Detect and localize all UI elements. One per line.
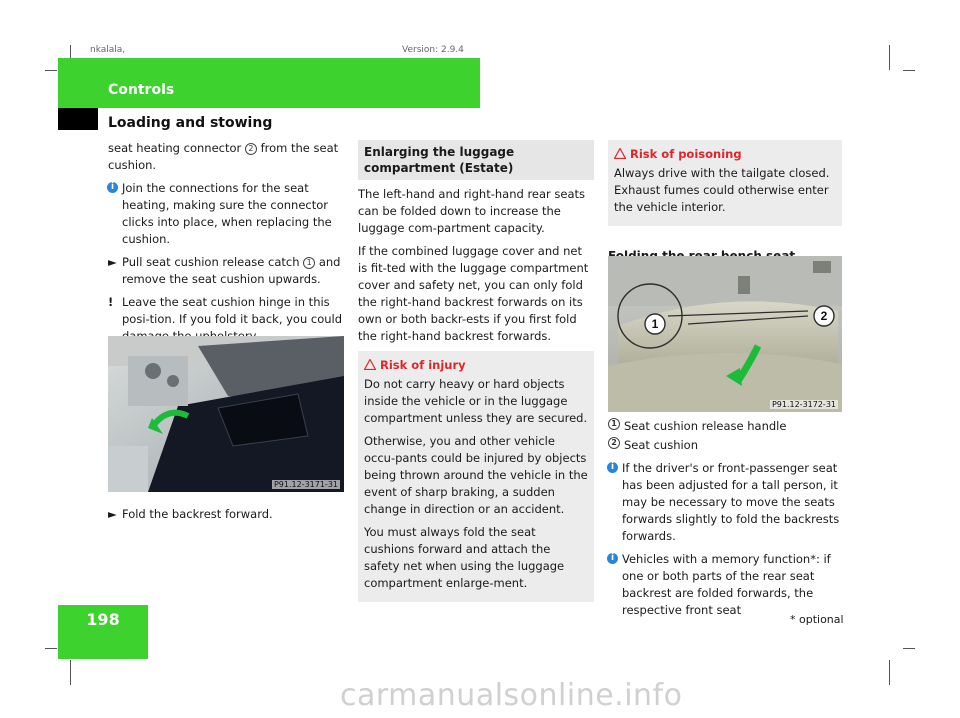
crop-mark <box>903 70 915 71</box>
column-1 <box>108 140 344 351</box>
warning-title: Risk of injury <box>364 357 588 374</box>
crop-mark <box>70 660 71 685</box>
watermark: carmanualsonline.info <box>340 678 683 713</box>
warning-text: Always drive with the tailgate closed. Exhaust fumes could otherwise enter the vehicle interior. <box>614 166 830 214</box>
warning-text: You must always fold the seat cushions forward and attach the safety net when using the luggage compartment enlarge-ment. <box>364 525 565 590</box>
paragraph: If the combined luggage cover and net is fit-ted with the luggage compartment cover and safety net, you can only fold the right-hand backrest forwards on its own or both backr-ests if you first fold the right-hand backrest forwards. <box>358 244 589 343</box>
chapter-tab <box>58 108 98 130</box>
crop-mark <box>45 70 57 71</box>
figure-code: P91.12-3171-31 <box>273 480 338 489</box>
paragraph: seat heating connector 2 from the seat cushion. <box>108 141 339 172</box>
info-note: i Join the connections for the seat heating, making sure the connector clicks into place, when replacing the cushion. <box>108 180 344 248</box>
warning-text: Otherwise, you and other vehicle occu-pants could be injured by objects being thrown around the vehicle in the event of sharp braking, a sudden change in direction or an accident. <box>364 434 588 516</box>
print-meta-version: Version: 2.9.4 <box>402 45 464 55</box>
crop-mark <box>45 648 57 649</box>
info-icon: i <box>107 182 118 193</box>
paragraph: The left-hand and right-hand rear seats can be folded down to increase the luggage com-partment capacity. <box>358 187 586 235</box>
print-meta-author: nkalala, <box>90 45 126 55</box>
callout-number: 1 <box>608 418 620 430</box>
crop-mark <box>889 660 890 685</box>
rear-seat-illustration <box>608 256 842 412</box>
info-note: i If the driver's or front-passenger seat has been adjusted for a tall person, it may be necessary to move the seats forwards slightly to fold the backrests forwards. <box>608 460 842 545</box>
figure-seat-cushion-removed <box>108 336 344 492</box>
caution-note: ! Leave the seat cushion hinge in this posi-tion. If you fold it back, you could <box>108 295 343 326</box>
crop-mark <box>889 45 890 70</box>
exclamation-icon: ! <box>108 295 114 309</box>
legend-item: 1 Seat cushion release handle <box>608 418 842 435</box>
step-arrow-icon: ► <box>108 255 117 269</box>
section-heading: Enlarging the luggage compartment (Estate) <box>358 140 594 180</box>
callout-2-label: 2 <box>820 309 828 323</box>
footnote-optional: * optional <box>790 613 844 626</box>
page-number: 198 <box>86 610 120 629</box>
seat-illustration <box>108 336 344 492</box>
figure-rear-bench-seat <box>608 256 842 412</box>
warning-triangle-icon <box>364 359 376 370</box>
section-title: Controls <box>108 82 175 98</box>
column-1-bottom <box>108 506 344 529</box>
column-2 <box>358 140 594 602</box>
legend-item: 2 Seat cushion <box>608 437 842 454</box>
warning-box <box>358 351 594 602</box>
warning-text: Do not carry heavy or hard objects inside the vehicle or in the luggage compartment unless they are secured. <box>364 377 588 425</box>
info-note: i Vehicles with a memory function*: if one or both parts of the rear seat backrest are folded forwards, the respective front seat <box>608 551 842 619</box>
callout-number: 2 <box>245 143 257 155</box>
info-icon: i <box>607 553 618 564</box>
warning-title: Risk of poisoning <box>614 146 836 163</box>
crop-mark <box>903 648 915 649</box>
callout-1-label: 1 <box>651 317 659 331</box>
column-3-bottom <box>608 418 842 625</box>
callout-number: 2 <box>608 437 620 449</box>
figure-code: P91.12-3172-31 <box>771 400 836 409</box>
instruction-step: ► Pull seat cushion release catch 1 and remove the seat cushion upwards. <box>108 255 341 286</box>
callout-number: 1 <box>303 257 315 269</box>
step-arrow-icon: ► <box>108 507 117 521</box>
warning-triangle-icon <box>614 148 626 159</box>
instruction-step: ► Fold the backrest forward. <box>108 507 273 521</box>
chapter-title: Loading and stowing <box>108 115 273 131</box>
info-icon: i <box>607 462 618 473</box>
warning-box <box>608 140 842 226</box>
